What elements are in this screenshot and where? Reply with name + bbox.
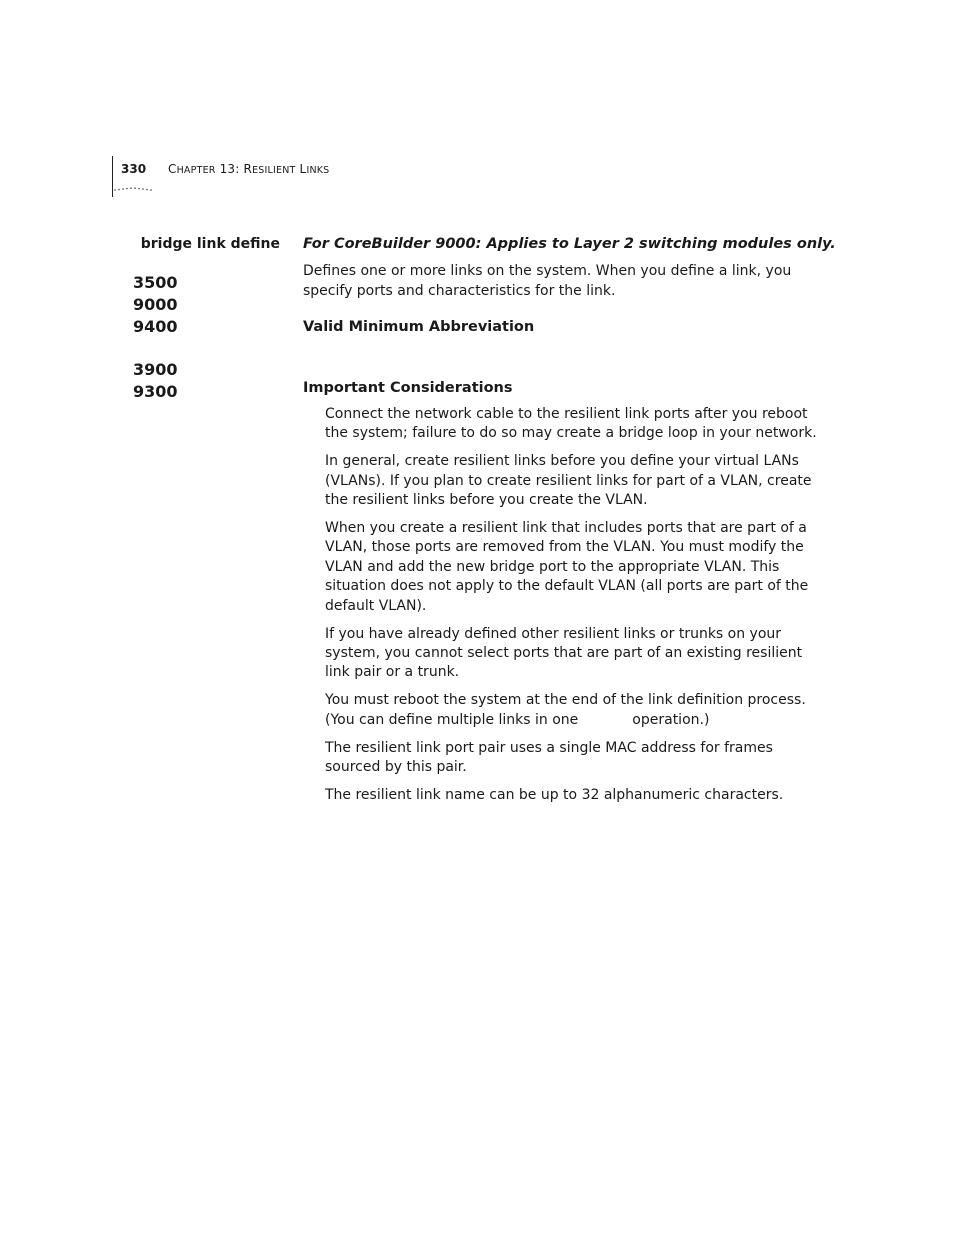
page-number: 330 <box>121 162 147 176</box>
list-item: If you have already defined other resilient links or trunks on your system, you cannot select ports that are part of an existing resilient link pair or a trunk. <box>325 625 803 681</box>
chapter-number: 13: <box>215 162 244 176</box>
platform-label: 9400 <box>133 317 178 336</box>
command-name: bridge link define <box>140 236 280 252</box>
considerations-list <box>325 405 820 814</box>
chapter-prefix-cap: C <box>168 162 177 176</box>
platform-group-1 <box>133 272 178 338</box>
chapter-title-sc1: ESILIENT <box>252 165 296 176</box>
chapter-title-cap2: L <box>295 162 307 176</box>
chapter-prefix-sc: HAPTER <box>176 165 216 176</box>
list-item: The resilient link port pair uses a single MAC address for frames sourced by this pair. <box>325 739 773 775</box>
platform-label: 9000 <box>133 295 178 314</box>
list-item-text-before: You must reboot the system at the end of the link definition process. (You can define multiple links in one <box>325 692 806 728</box>
applies-to-note: For CoreBuilder 9000: Applies to Layer 2 switching modules only. <box>303 236 836 252</box>
considerations-heading: Important Considerations <box>303 380 513 396</box>
platform-group-2 <box>133 359 178 403</box>
list-item: In general, create resilient links before you define your virtual LANs (VLANs). If you plan to create resilient links for part of a VLAN, create the resilient links before you create the VLAN. <box>325 453 812 509</box>
command-description: Defines one or more links on the system. When you define a link, you specify ports and characteristics for the link. <box>303 263 792 299</box>
chapter-title-sc2: INKS <box>306 165 330 176</box>
list-item-text-after: operation.) <box>632 711 710 728</box>
list-item: When you create a resilient link that includes ports that are part of a VLAN, those ports are removed from the VLAN. You must modify the VLAN and add the new bridge port to the appropriate VLAN. This situation does not apply to the default VLAN (all ports are part of the default VLAN). <box>325 520 809 614</box>
platform-label: 9300 <box>133 382 178 401</box>
running-head <box>168 161 329 179</box>
abbreviation-heading: Valid Minimum Abbreviation <box>303 319 535 335</box>
header-dotted-rule <box>113 187 155 191</box>
list-item: The resilient link name can be up to 32 alphanumeric characters. <box>325 786 784 803</box>
list-item: Connect the network cable to the resilient link ports after you reboot the system; failure to do so may create a bridge loop in your network. <box>325 406 817 442</box>
list-item <box>325 691 820 730</box>
chapter-title-cap1: R <box>243 162 253 176</box>
platform-label: 3500 <box>133 273 178 292</box>
platform-label: 3900 <box>133 360 178 379</box>
